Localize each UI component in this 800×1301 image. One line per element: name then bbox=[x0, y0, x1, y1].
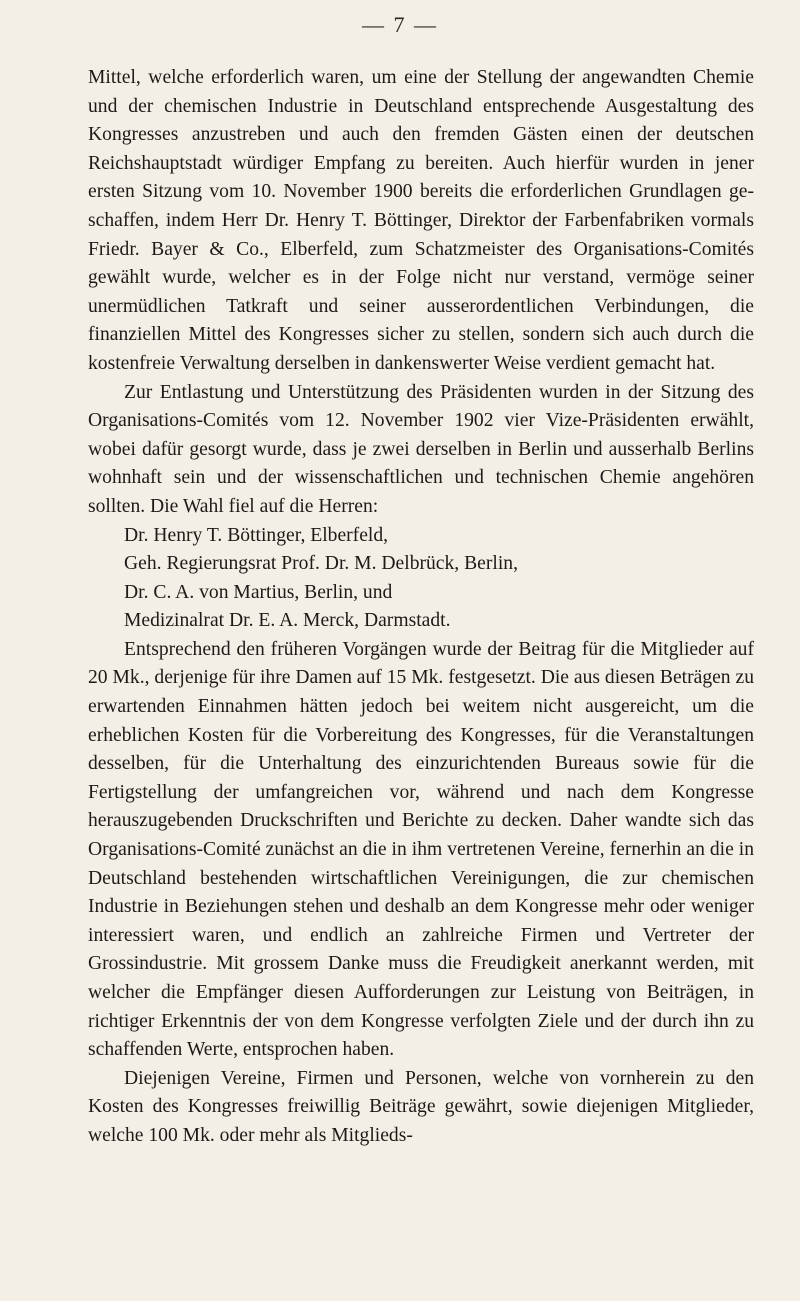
list-item: Geh. Regierungsrat Prof. Dr. M. Delbrück, Berlin, bbox=[124, 553, 518, 575]
list-item: Dr. Henry T. Böttinger, Elberfeld, bbox=[124, 524, 389, 546]
list-item: Medizinalrat Dr. E. A. Merck, Darmstadt. bbox=[124, 610, 451, 632]
body-text bbox=[88, 64, 754, 1151]
paragraph-4: Diejenigen Vereine, Firmen und Personen, welche von vornherein zu den Kosten des Kongresses freiwillig Beiträge gewährt, sowie diejenigen Mitglieder, welche 100 Mk. oder mehr als Mitglieds- bbox=[88, 1067, 754, 1146]
page-number: — 7 — bbox=[362, 12, 438, 37]
paragraph-3: Entsprechend den früheren Vorgängen wurde der Beitrag für die Mitglieder auf 20 Mk., derjenige für ihre Damen auf 15 Mk. festgesetzt. Die aus diesen Beträgen zu erwartenden Einnahmen hätten jedoch bei weitem nicht ausgereicht, um die erheblichen Kosten für die Vorbereitung des Kongresses, für die Veranstaltungen desselben, für die Unterhaltung des einzurichtenden Bureaus sowie für die Fertigstellung der umfangreichen vor, während und nach dem Kongresse herauszugebenden Druckschriften und Berichte zu decken. Daher wandte sich das Organisations-Comité zunächst an die in ihm vertretenen Vereine, fernerhin an die in Deutschland bestehenden wirtschaftlichen Vereinigungen, die zur chemischen Industrie in Beziehungen stehen und deshalb an dem Kongresse mehr oder weniger interessiert waren, und endlich an zahlreiche Firmen und Vertreter der Grossindustrie. Mit grossem Danke muss die Freudigkeit anerkannt werden, mit welcher die Empfänger diesen Aufforderungen zur Leistung von Beiträgen, in richtiger Erkenntnis der von dem Kongresse verfolgten Ziele und der durch ihn zu schaffenden Werte, entsprochen haben. bbox=[88, 638, 754, 1061]
paragraph-1: Mittel, welche erforderlich waren, um eine der Stellung der angewandten Chemie und der chemischen Industrie in Deutschland entsprechende Ausgestaltung des Kongresses anzustreben und auch den fremden Gästen einen der deutschen Reichshauptstadt würdiger Empfang zu bereiten. Auch hierfür wurden in jener ersten Sitzung vom 10. November 1900 bereits die erforderlichen Grundlagen geschaffen, indem Herr Dr. Henry T. Böttinger, Direktor der Farbenfabriken vormals Friedr. Bayer & Co., Elberfeld, zum Schatzmeister des Organisations-Comités gewählt wurde, welcher es in der Folge nicht nur verstand, vermöge seiner unermüdlichen Tatkraft und seiner ausserordentlichen Verbindungen, die finanziellen Mittel des Kongresses sicher zu stellen, sondern sich auch durch die kostenfreie Verwaltung derselben in dankenswerter Weise verdient gemacht hat. bbox=[88, 67, 754, 374]
paragraph-2: Zur Entlastung und Unterstützung des Präsidenten wurden in der Sitzung des Organisations-Comités vom 12. November 1902 vier Vize-Präsidenten erwählt, wobei dafür gesorgt wurde, dass je zwei derselben in Berlin und ausserhalb Berlins wohnhaft sein und der wissenschaftlichen und technischen Chemie angehören sollten. Die Wahl fiel auf die Herren: bbox=[88, 381, 754, 517]
vice-president-list bbox=[88, 522, 754, 636]
list-item: Dr. C. A. von Martius, Berlin, und bbox=[124, 581, 393, 603]
